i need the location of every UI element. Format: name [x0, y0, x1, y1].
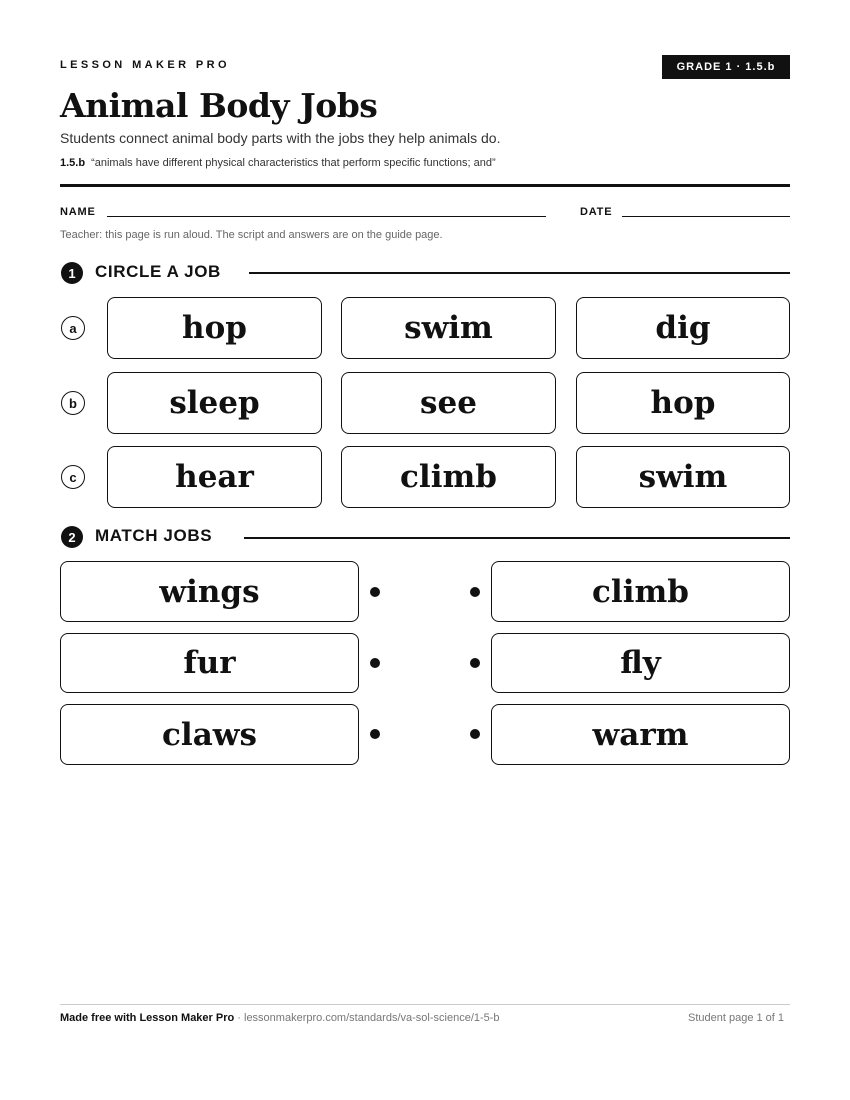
choice-a-3[interactable] [576, 297, 790, 359]
match-right-1[interactable] [491, 561, 790, 622]
footer-made-with: Made free with Lesson Maker Pro [60, 1012, 235, 1024]
choice-word: sleep [169, 385, 260, 421]
match-left-dot-2[interactable] [370, 658, 380, 668]
row-b-letter: b [61, 391, 85, 415]
footer-page-number: Student page 1 of 1 [688, 1012, 785, 1024]
match-word: climb [592, 573, 689, 610]
choice-c-3[interactable] [576, 446, 790, 508]
match-word: warm [592, 716, 689, 753]
choice-word: hear [175, 459, 254, 495]
choice-a-2[interactable] [341, 297, 556, 359]
match-word: fly [620, 645, 661, 681]
match-word: fur [183, 645, 236, 681]
name-label: NAME [60, 206, 96, 218]
choice-word: hop [650, 385, 716, 421]
standard-code: 1.5.b [60, 157, 86, 169]
match-left-1[interactable] [60, 561, 359, 622]
choice-word: dig [655, 310, 711, 346]
match-right-2[interactable] [491, 633, 790, 693]
grade-badge: GRADE 1 · 1.5.b [662, 55, 790, 79]
choice-word: swim [638, 459, 728, 495]
standard-text: “animals have different physical characteristics that perform specific functions; and” [91, 157, 496, 169]
row-a-letter: a [61, 316, 85, 340]
page-title: Animal Body Jobs [60, 86, 378, 125]
brand-name: LESSON MAKER PRO [60, 59, 230, 71]
match-right-dot-3[interactable] [470, 729, 480, 739]
choice-word: see [420, 385, 477, 421]
choice-word: hop [182, 310, 247, 346]
section-2-number: 2 [61, 526, 83, 548]
date-label: DATE [580, 206, 613, 218]
choice-b-2[interactable] [341, 372, 556, 434]
section-1-title: CIRCLE A JOB [95, 262, 221, 281]
choice-b-1[interactable] [107, 372, 322, 434]
date-line[interactable] [622, 216, 790, 217]
choice-c-1[interactable] [107, 446, 322, 508]
footer-credit [60, 1012, 500, 1024]
standard-line [60, 157, 496, 169]
teacher-note: Teacher: this page is run aloud. The script and answers are on the guide page. [60, 229, 443, 241]
section-1-number: 1 [61, 262, 83, 284]
match-word: claws [162, 716, 257, 753]
section-2-title: MATCH JOBS [95, 526, 213, 545]
match-left-3[interactable] [60, 704, 359, 765]
choice-c-2[interactable] [341, 446, 556, 508]
match-left-2[interactable] [60, 633, 359, 693]
match-right-dot-2[interactable] [470, 658, 480, 668]
footer-separator: · [234, 1012, 244, 1024]
footer-url[interactable]: lessonmakerpro.com/standards/va-sol-science/1-5-b [244, 1012, 500, 1024]
row-c-letter: c [61, 465, 85, 489]
match-right-dot-1[interactable] [470, 587, 480, 597]
header-divider [60, 184, 790, 187]
choice-a-1[interactable] [107, 297, 322, 359]
page-subtitle: Students connect animal body parts with the jobs they help animals do. [60, 130, 501, 146]
section-1-rule [249, 272, 790, 274]
match-right-3[interactable] [491, 704, 790, 765]
choice-word: swim [404, 310, 493, 346]
match-left-dot-1[interactable] [370, 587, 380, 597]
match-left-dot-3[interactable] [370, 729, 380, 739]
name-line[interactable] [107, 216, 546, 217]
section-2-rule [244, 537, 790, 539]
match-word: wings [159, 573, 260, 610]
choice-b-3[interactable] [576, 372, 790, 434]
footer-divider [60, 1004, 790, 1005]
choice-word: climb [400, 459, 497, 495]
